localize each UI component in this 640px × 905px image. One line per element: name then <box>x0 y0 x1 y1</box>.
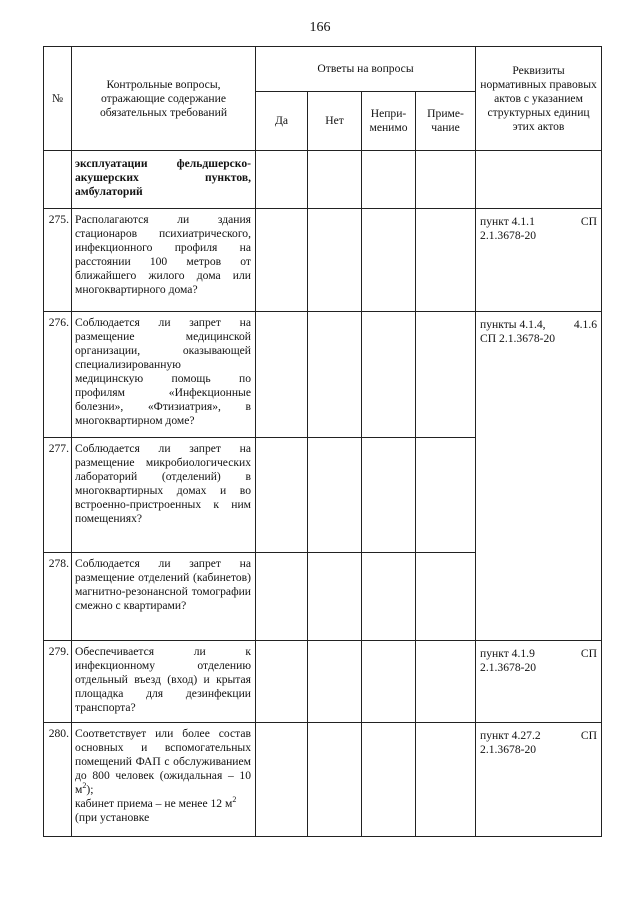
row-question: Соблюдается ли запрет на размещение микробиологических лабораторий (отделений) в многоквартирных домах и во встроенно-пристроенных к ним помещениях? <box>72 438 256 553</box>
requisite-text: пункты 4.1.4, <box>480 318 546 331</box>
row-question: Соблюдается ли запрет на размещение отделений (кабинетов) магнитно-резонансной томографии смежно с квартирами? <box>72 553 256 641</box>
requisite-cell <box>476 151 602 209</box>
checklist-table <box>43 46 602 837</box>
requisite-cell <box>476 723 602 837</box>
requisite-text: 2.1.3678-20 <box>480 229 537 242</box>
answer-yes-cell[interactable] <box>256 553 308 641</box>
answer-na-cell[interactable] <box>362 438 416 553</box>
answer-no-cell[interactable] <box>308 438 362 553</box>
requisite-cell <box>476 312 602 641</box>
superscript: 2 <box>82 781 87 791</box>
answer-yes-cell[interactable] <box>256 209 308 312</box>
requisite-text: СП <box>580 729 598 742</box>
requisite-text: СП <box>580 215 598 228</box>
answer-note-cell[interactable] <box>416 723 476 837</box>
answer-no-cell[interactable] <box>308 553 362 641</box>
requisite-text: пункт 4.1.9 <box>480 647 535 660</box>
question-text: кабинет приема – не менее 12 м <box>75 797 233 810</box>
answer-na-cell[interactable] <box>362 641 416 723</box>
answer-no-cell[interactable] <box>308 312 362 438</box>
answer-yes-cell[interactable] <box>256 723 308 837</box>
requisite-text: СП <box>580 647 598 660</box>
row-number: 276. <box>44 312 72 438</box>
row-number: 277. <box>44 438 72 553</box>
row-question: Соблюдается ли запрет на размещение медицинской организации, оказывающей специализированную медицинскую помощь по профилям «Инфекционные болезни», «Фтизиатрия», в многоквартирном доме? <box>72 312 256 438</box>
answer-na-cell[interactable] <box>362 312 416 438</box>
requisite-text: пункт 4.27.2 <box>480 729 541 742</box>
header-answers: Ответы на вопросы <box>256 47 476 92</box>
answer-note-cell[interactable] <box>416 209 476 312</box>
num-cell <box>44 151 72 209</box>
requisite-text: 2.1.3678-20 <box>480 661 537 674</box>
answer-yes-cell[interactable] <box>256 151 308 209</box>
header-row <box>44 47 602 92</box>
answer-yes-cell[interactable] <box>256 641 308 723</box>
header-note: Приме- чание <box>416 92 476 151</box>
row-number: 280. <box>44 723 72 837</box>
table-row <box>44 209 602 312</box>
row-number: 279. <box>44 641 72 723</box>
answer-note-cell[interactable] <box>416 641 476 723</box>
table-row <box>44 723 602 837</box>
answer-na-cell[interactable] <box>362 209 416 312</box>
header-no: Нет <box>308 92 362 151</box>
row-question: Обеспечивается ли к инфекционному отделению отдельный въезд (вход) и крытая площадка для дезинфекции транспорта? <box>72 641 256 723</box>
header-number: № <box>44 47 72 151</box>
table-row <box>44 312 602 438</box>
answer-no-cell[interactable] <box>308 209 362 312</box>
page-number: 166 <box>309 20 331 35</box>
answer-na-cell[interactable] <box>362 151 416 209</box>
header-yes: Да <box>256 92 308 151</box>
requisite-cell <box>476 641 602 723</box>
answer-yes-cell[interactable] <box>256 438 308 553</box>
answer-yes-cell[interactable] <box>256 312 308 438</box>
row-number: 278. <box>44 553 72 641</box>
answer-note-cell[interactable] <box>416 151 476 209</box>
question-text: (при установке <box>75 811 150 824</box>
requisite-text: СП 2.1.3678-20 <box>480 332 556 345</box>
answer-no-cell[interactable] <box>308 151 362 209</box>
table-row <box>44 641 602 723</box>
header-question: Контрольные вопросы, отражающие содержание обязательных требований <box>72 47 256 151</box>
requisite-cell <box>476 209 602 312</box>
row-number: 275. <box>44 209 72 312</box>
answer-note-cell[interactable] <box>416 312 476 438</box>
row-question: Располагаются ли здания стационаров психиатрического, инфекционного профиля на расстоянии 100 метров от ближайшего жилого дома или многоквартирного дома? <box>72 209 256 312</box>
question-text: ); <box>86 783 94 796</box>
header-not-applicable: Непри- менимо <box>362 92 416 151</box>
requisite-text: 2.1.3678-20 <box>480 743 537 756</box>
table-row <box>44 151 602 209</box>
row-question <box>72 723 256 837</box>
superscript: 2 <box>232 795 237 805</box>
answer-na-cell[interactable] <box>362 723 416 837</box>
question-text: Соответствует или более состав основных и вспомогательных помещений ФАП с обслуживанием до 800 человек (ожидальная – 10 м <box>75 727 251 796</box>
answer-no-cell[interactable] <box>308 641 362 723</box>
header-requisites: Реквизиты нормативных правовых актов с указанием структурных единиц этих актов <box>476 47 602 151</box>
answer-note-cell[interactable] <box>416 438 476 553</box>
answer-no-cell[interactable] <box>308 723 362 837</box>
answer-na-cell[interactable] <box>362 553 416 641</box>
requisite-text: 4.1.6 <box>573 318 598 331</box>
requisite-text: пункт 4.1.1 <box>480 215 535 228</box>
answer-note-cell[interactable] <box>416 553 476 641</box>
continuation-text: эксплуатации фельдшерско-акушерских пунктов, амбулаторий <box>72 151 256 209</box>
